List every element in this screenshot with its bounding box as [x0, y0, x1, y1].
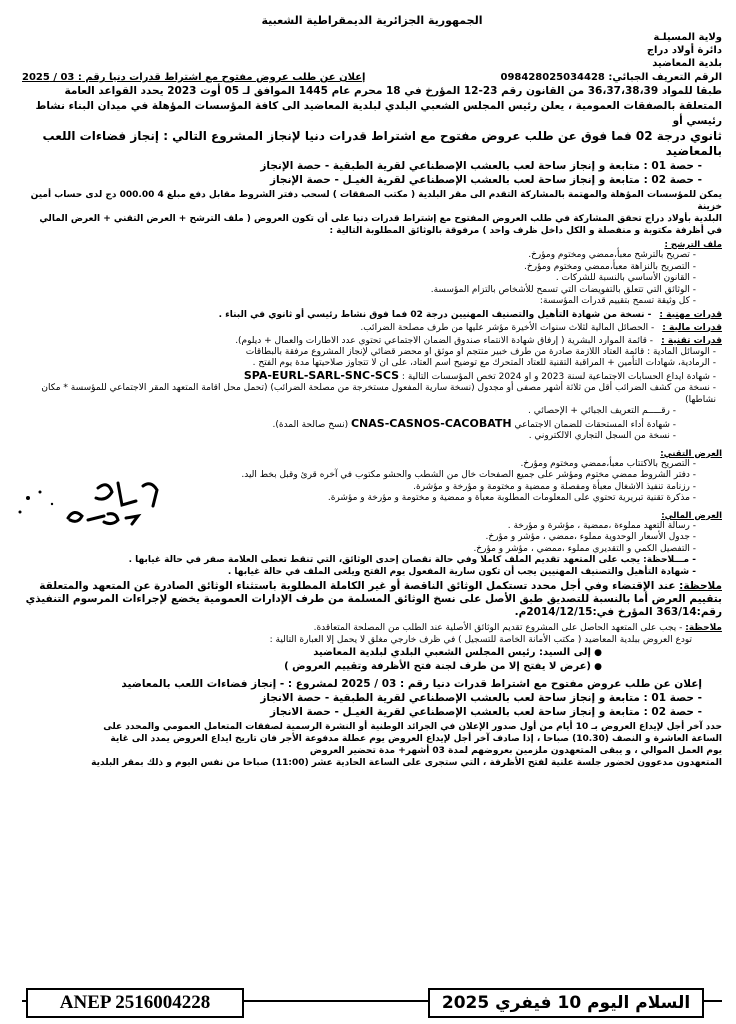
envelope-address-2: ● (عرض لا يفتح إلا من طرف لجنة فتح الأظرفة وتقييم العروض ) [22, 660, 722, 674]
deadline-block [22, 721, 722, 769]
intro-line-1: طبقا للمواد 36،37،38،39 من القانون رقم 23-12 المؤرخ في 18 محرم عام 1445 الموافق لـ 05 أوت 2023 يحدد القواعد العامة [64, 85, 722, 97]
note-1 [22, 580, 722, 619]
list-item: - كل وثيقة تسمح بتقييم قدرات المؤسسة: [539, 296, 696, 306]
company-types: SPA-EURL-SARL-SNC-SCS [243, 368, 400, 382]
nif-block [500, 72, 722, 83]
republic-title: الجمهورية الجزائرية الديمقراطية الشعبية [261, 14, 483, 27]
capacity-professional [22, 309, 722, 321]
capacity-professional-text: - نسخة من شهادة التأهيل والتصنيف المهنيين درجة 02 فما فوق نشاط رئيسي أو ثانوي في البناء . [218, 309, 652, 320]
list-item: - التصريح بالنزاهة معبأ،ممضي ومختوم ومؤرخ. [524, 261, 696, 272]
repeat-block [22, 678, 722, 719]
list-item: - رسالة التعهد مملوءة ،ممضية ، مؤشرة و مؤرخة . [507, 520, 696, 531]
note-1-label: ملاحظة: [679, 580, 722, 592]
note-2-text: - يجب على المتعهد الحاصل على المشروع تقديم الوثائق الأصلية عند الطلب من المصلحة المتعاقدة. [313, 623, 683, 633]
note-1-text: عند الإقتضاء وفي أجل محدد تستكمل الوثائق الناقصة أو غير الكاملة المطلوبة باستثناء الوثائق الصادرة عن المتعهد والمتعلقة بتقييم العرض أما بالنسبة للتصديق طبق الأصل على نسخ الوثائق المسلمة من طرف الإدارات العمومية يخضع لإجراءات المرسوم التنفيذي رقم:363/14 المؤرخ في:2014/12/15م. [25, 580, 722, 618]
conditions-line-2: البلدية بأولاد دراج تحقق المشاركة في طلب العروض المفتوح مع إشتراط قدرات دنيا على أن تكون العروض ( ملف الترشح + العرض التقني + العرض المالي [39, 214, 722, 224]
conditions-line-1: يمكن للمؤسسات المؤهلة والمهتمة بالمشاركة التقدم الى مقر البلدية ( مكتب الصفقات ) لسحب دفتر الشروط مقابل دفع مبلغ 4 000.00 دج لدى حساب أمين خزينة [30, 190, 722, 212]
list-item: - مـــلاحظة: يجب على المتعهد تقديم الملف كاملا وفي حالة نقصان إحدى الوثائق، التي تنقط تعطى العلامة صفر في حالة غيابها . [128, 555, 696, 565]
announcement-title: إعلان عن طلب عروض مفتوح مع اشتراط قدرات دنيا رقم : 03 / 2025 [22, 72, 366, 83]
list-item: - نسخة من السجل التجاري الالكتروني . [528, 431, 676, 441]
intro-lot-2: - حصة 02 : متابعة و إنجاز ساحة لعب بالعشب الإصطناعي لقرية الغيـل - حصة الإنجاز [269, 174, 702, 186]
social-accounts-text: - شهادة ايداع الحسابات الاجتماعية لسنة 2023 و او 2024 تخص المؤسسات التالية : [401, 371, 716, 382]
deadline-line-2: الساعة العاشرة و النصف (10.30) صباحا ، إذا صادف آخر أجل لإيداع العروض يوم عطلة مدفوعة الأجر فان تاريخ ايداع العروض يمدد الى غاية [110, 734, 722, 744]
list-item: - دفتر الشروط ممضي مختوم ومؤشر على جميع الصفحات خال من الشطب والحشو مكتوب في آخره قرئ وقبل بخط اليد. [241, 470, 696, 480]
list-item: - الوثائق التي تتعلق بالتفويضات التي تسمح للأشخاص بالتزام المؤسسة. [430, 284, 696, 295]
list-item: - شهادة التأهيل والتصنيف المهنيين يجب أن تكون سارية المفعول يوم الفتح ويلغى الملف في حالة غيابها . [227, 566, 696, 577]
list-item [22, 418, 716, 432]
list-item: - رزنامة تنفيذ الاشغال معبأة ومفصلة و ممضية و مختومة و مؤرخة و مؤشرة. [413, 481, 696, 492]
technical-means-list [22, 347, 722, 384]
deadline-line-4: المتعهدون مدعوون لحضور جلسة علنية لفتح الأظرفة ، التي ستجرى على الساعة الحادية عشر (11:00) صباحا من نفس اليوم و ذلك بمقر البلدية [91, 758, 722, 768]
list-item: - نسخة من كشف الضرائب أقل من ثلاثة أشهر مصفى أو مجدول (نسخة سارية المفعول مستخرجة من مصلحة الضرائب) (تحمل محل اقامة المتعهد المقر الاجتماعي للمؤسسة * مكان نشاطها) [41, 383, 716, 405]
nif-label: الرقم التعريف الجبائي: [608, 72, 722, 83]
intro-line-3: ثانوي درجة 02 فما فوق عن طلب عروض مفتوح مع اشتراط قدرات دنيا لإنجاز المشروع التالي : إنجاز فضاءات اللعب بالمعاضيد [42, 129, 722, 158]
conditions-line-3: في أظرفة مكتوبة و منفصلة و الكل داخل ظرف واحد ) مرفوقة بالوثائق المطلوبة التالية : [329, 226, 722, 236]
commune-label: بلدية المعاضيد [652, 58, 722, 69]
note-2 [22, 622, 722, 674]
list-item: - القانون الأساسي بالنسبة للشركات . [555, 273, 696, 283]
reference-line [22, 72, 722, 83]
cnas-note: (نسخ صالحة المدة). [272, 419, 349, 430]
tax-documents-list [22, 383, 722, 443]
financial-heading: العرض المالي: [661, 510, 722, 521]
list-item: - التصريح بالاكتتاب معبأ،ممضي ومختوم ومؤرخ. [520, 458, 696, 469]
deadline-line-3: يوم العمل الموالي ، و يبقى المتعهدون ملزمين بعروضهم لمدة 03 أشهر+ مدة تحضير العروض [309, 746, 722, 756]
cnas-label: CNAS-CASNOS-CACOBATH [350, 416, 512, 430]
list-item: - الرمادية، شهادات التأمين + المراقبة التقنية للعتاد المتحرك مع توضيح اسم العتاد، على ان لا تتجاوز صلاحيتها مدة يوم الفتح . [252, 358, 716, 368]
candidature-section [22, 240, 722, 443]
intro-line-2: المتعلقة بالصفقات العمومية ، يعلن رئيس المجلس الشعبي البلدي لبلدية المعاضيد الى كافة المؤسسات المؤهلة في ميدان البناء نشاط رئيسي أو [35, 100, 722, 127]
intro-block [22, 84, 722, 187]
capacity-technical-text: - قائمة الموارد البشرية ( إرفاق شهادة الانتماء صندوق الضمان الاجتماعي تحتوي عدد الاطارات والعمال + ديلوم). [235, 335, 654, 346]
capacity-financial [22, 322, 722, 334]
list-item: - رقـــــم التعريف الجبائي + الإحصائي . [528, 406, 676, 416]
capacity-professional-label: قدرات مهنية : [659, 309, 722, 320]
capacity-technical-label: قدرات تقنية : [661, 335, 722, 346]
daira-label: دائرة أولاد دراج [646, 45, 722, 56]
intro-lot-1: - حصة 01 : متابعة و إنجاز ساحة لعب بالعشب الإصطناعي لقرية الطبقية - حصة الإنجاز [260, 160, 702, 172]
capacity-financial-label: قدرات مالية : [662, 322, 722, 333]
deadline-line-1: حدد آخر أجل لإيداع العروض بـ 10 أيام من أول صدور الإعلان في الجرائد الوطنية أو النشرة الرسمية لصفقات المتعامل العمومي والمحدد على [103, 722, 722, 732]
note-2-label: ملاحظة: [685, 623, 722, 633]
capacity-financial-text: - الحصائل المالية لثلاث سنوات الأخيرة مؤشر عليها من طرف مصلحة الضرائب. [360, 322, 655, 333]
conditions-block [22, 189, 722, 237]
anep-reference: ANEP 2516004228 [26, 988, 244, 1018]
technical-heading: العرض التقني: [660, 448, 722, 459]
candidature-list [22, 250, 722, 308]
list-item: - تصريح بالترشح معبأ،ممضي ومختوم ومؤرخ. [528, 250, 696, 260]
list-item: - مذكرة تقنية تبريرية تحتوي على المعلومات المطلوبة معبأة و ممضية و مختومة و مؤرخة و مؤشرة. [327, 493, 696, 503]
list-item: - الوسائل المادية : قائمة العتاد اللازمة صادرة من طرف خبير منتجم او موثق او محضر قضائي لإنجاز المشروع مرفقة بالبطاقات [245, 346, 716, 357]
stamp-mark [8, 468, 178, 558]
social-security-text: - شهادة أداء المستحقات للضمان الاجتماعي [514, 419, 676, 430]
nif-value: 098428025034428 [500, 72, 605, 83]
list-item: - التفصيل الكمي و التقديري مملوء ،ممضي ، مؤشر و مؤرخ. [473, 543, 696, 554]
repeat-title: إعلان عن طلب عروض مفتوح مع اشتراط قدرات دنيا رقم : 03 / 2025 لمشروع : - إنجاز فضاءات اللعب بالمعاضيد [121, 678, 702, 690]
repeat-lot-1: - حصة 01 : متابعة و إنجاز ساحة لعب بالعشب الإصطناعي لقرية الطبقية - حصة الانجاز [260, 692, 702, 704]
repeat-lot-2: - حصة 02 : متابعة و إنجاز ساحة لعب بالعشب الإصطناعي لقرية الغيـل - حصة الانجاز [269, 706, 702, 718]
envelope-address-1: ● إلى السيد: رئيس المجلس الشعبي البلدي لبلدية المعاضيد [22, 646, 722, 660]
candidature-heading: ملف الترشح : [664, 240, 722, 250]
list-item [22, 370, 716, 384]
list-item: - جدول الأسعار الوحدوية مملوء ،ممضي ، مؤشر و مؤرخ. [485, 532, 696, 542]
deposit-instruction: تودع العروض ببلدية المعاضيد ( مكتب الأمانة الخاصة للتسجيل ) في ظرف خارجي مغلق لا يحمل إلا العبارة التالية : [269, 635, 692, 645]
administration-block [22, 31, 722, 70]
wilaya-label: ولاية المسيلـة [653, 32, 722, 43]
capacity-technical [22, 335, 722, 347]
newspaper-reference: السلام اليوم 10 فيفري 2025 [428, 988, 704, 1018]
